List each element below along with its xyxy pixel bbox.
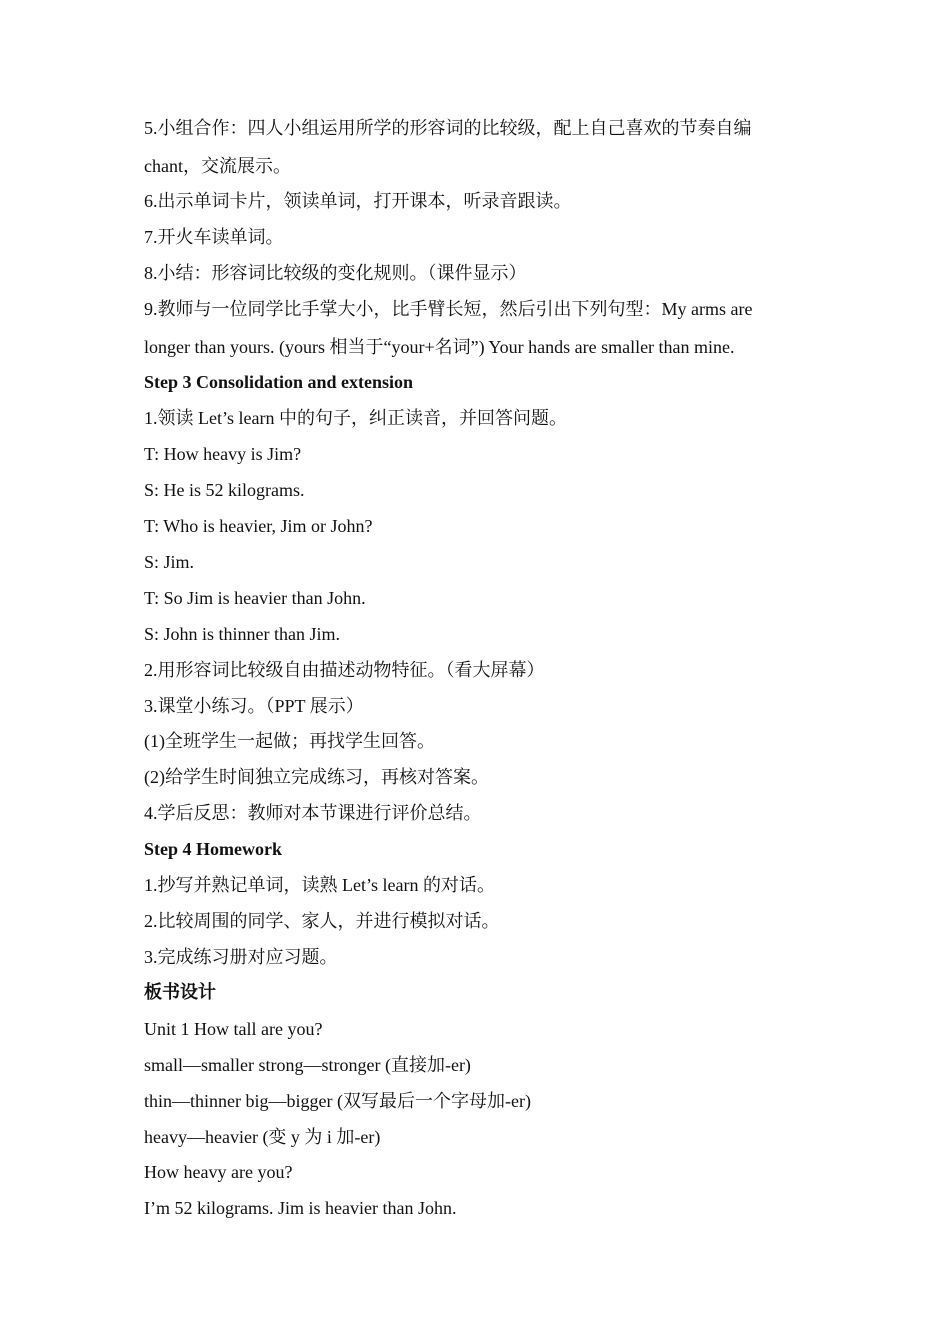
dialogue-line: S: He is 52 kilograms. bbox=[144, 480, 305, 500]
text-line: 1.抄写并熟记单词，读熟 Let’s learn 的对话。 bbox=[144, 875, 495, 895]
dialogue-line: T: How heavy is Jim? bbox=[144, 444, 302, 464]
text-line: 3.完成练习册对应习题。 bbox=[144, 947, 338, 967]
text-line: 7.开火车读单词。 bbox=[144, 227, 284, 247]
section-heading-board-design: 板书设计 bbox=[144, 982, 216, 1003]
text-line: 2.比较周围的同学、家人，并进行模拟对话。 bbox=[144, 911, 500, 931]
text-line: chant，交流展示。 bbox=[144, 156, 291, 176]
text-line: 4.学后反思：教师对本节课进行评价总结。 bbox=[144, 803, 482, 823]
dialogue-line: S: John is thinner than Jim. bbox=[144, 624, 341, 644]
board-line: heavy—heavier (变 y 为 i 加-er) bbox=[144, 1127, 381, 1147]
text-line: longer than yours. (yours 相当于“your+名词”) Your hands are smaller than mine. bbox=[144, 337, 735, 357]
text-line: 1.领读 Let’s learn 中的句子，纠正读音，并回答问题。 bbox=[144, 408, 567, 428]
board-line: thin—thinner big—bigger (双写最后一个字母加-er) bbox=[144, 1091, 531, 1111]
board-line: I’m 52 kilograms. Jim is heavier than John. bbox=[144, 1198, 457, 1218]
text-line: (1)全班学生一起做；再找学生回答。 bbox=[144, 731, 435, 751]
text-line: 8.小结：形容词比较级的变化规则。（课件显示） bbox=[144, 263, 527, 283]
dialogue-line: T: So Jim is heavier than John. bbox=[144, 588, 366, 608]
board-line: Unit 1 How tall are you? bbox=[144, 1019, 323, 1039]
text-line: (2)给学生时间独立完成练习，再核对答案。 bbox=[144, 767, 489, 787]
board-line: small—smaller strong—stronger (直接加-er) bbox=[144, 1055, 471, 1075]
text-line: 2.用形容词比较级自由描述动物特征。（看大屏幕） bbox=[144, 660, 545, 680]
text-line: 9.教师与一位同学比手掌大小，比手臂长短，然后引出下列句型：My arms are bbox=[144, 299, 753, 319]
text-line: 3.课堂小练习。（PPT 展示） bbox=[144, 696, 364, 716]
board-line: How heavy are you? bbox=[144, 1162, 293, 1182]
dialogue-line: T: Who is heavier, Jim or John? bbox=[144, 516, 373, 536]
dialogue-line: S: Jim. bbox=[144, 552, 195, 572]
text-line: 6.出示单词卡片，领读单词，打开课本，听录音跟读。 bbox=[144, 191, 572, 211]
text-line: 5.小组合作：四人小组运用所学的形容词的比较级，配上自己喜欢的节奏自编 bbox=[144, 118, 752, 138]
section-heading-step4: Step 4 Homework bbox=[144, 839, 282, 859]
section-heading-step3: Step 3 Consolidation and extension bbox=[144, 372, 414, 392]
